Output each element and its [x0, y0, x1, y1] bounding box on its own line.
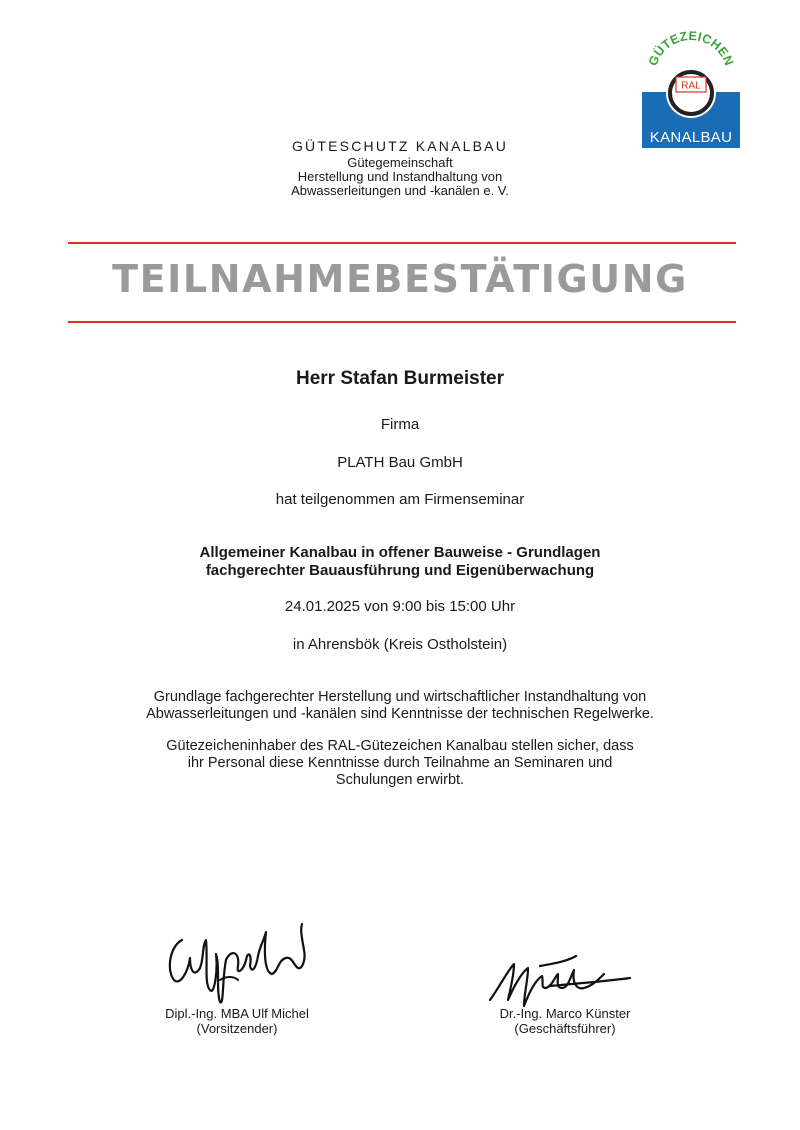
guetezeichen-kanalbau-logo: [638, 26, 744, 150]
logo-graphic: [638, 26, 744, 150]
bottom-red-rule: [68, 321, 736, 323]
signature-1-role: (Vorsitzender): [196, 1021, 278, 1036]
participation-text: hat teilgenommen am Firmenseminar: [275, 491, 525, 508]
paragraph-2-line-2: ihr Personal diese Kenntnisse durch Teilnahme an Seminaren und: [187, 755, 613, 771]
seminar-title-line-1: Allgemeiner Kanalbau in offener Bauweise - Grundlagen: [199, 544, 601, 561]
company-label: Firma: [380, 416, 420, 433]
recipient-name: Herr Stafan Burmeister: [295, 368, 505, 389]
seminar-location: in Ahrensbök (Kreis Ostholstein): [292, 636, 508, 653]
paragraph-1-line-2: Abwasserleitungen und -kanälen sind Kenntnisse der technischen Regelwerke.: [146, 706, 654, 722]
svg-text:GÜTEZEICHEN: GÜTEZEICHEN: [645, 28, 737, 68]
paragraph-1-line-1: Grundlage fachgerechter Herstellung und wirtschaftlicher Instandhaltung von: [153, 689, 647, 705]
signature-1-name: Dipl.-Ing. MBA Ulf Michel: [165, 1006, 309, 1021]
seminar-title-line-2: fachgerechter Bauausführung und Eigenüberwachung: [205, 562, 595, 579]
paragraph-2-line-3: Schulungen erwirbt.: [335, 772, 465, 788]
paragraph-2-line-1: Gütezeicheninhaber des RAL-Gütezeichen Kanalbau stellen sicher, dass: [166, 738, 634, 754]
organization-line-1: Gütegemeinschaft: [347, 155, 453, 170]
organization-line-3: Abwasserleitungen und -kanälen e. V.: [291, 183, 509, 198]
company-name: PLATH Bau GmbH: [337, 454, 463, 471]
svg-text:RAL: RAL: [681, 80, 701, 92]
seminar-date-time: 24.01.2025 von 9:00 bis 15:00 Uhr: [284, 598, 516, 615]
organization-name: GÜTESCHUTZ KANALBAU: [291, 138, 509, 154]
svg-text:KANALBAU: KANALBAU: [649, 129, 733, 146]
signature-ulf-michel: [160, 910, 320, 1010]
top-red-rule: [68, 242, 736, 244]
document-title: TEILNAHMEBESTÄTIGUNG: [112, 257, 688, 301]
signature-2-name: Dr.-Ing. Marco Künster: [499, 1006, 631, 1021]
organization-line-2: Herstellung und Instandhaltung von: [297, 169, 503, 184]
signature-2-role: (Geschäftsführer): [514, 1021, 616, 1036]
